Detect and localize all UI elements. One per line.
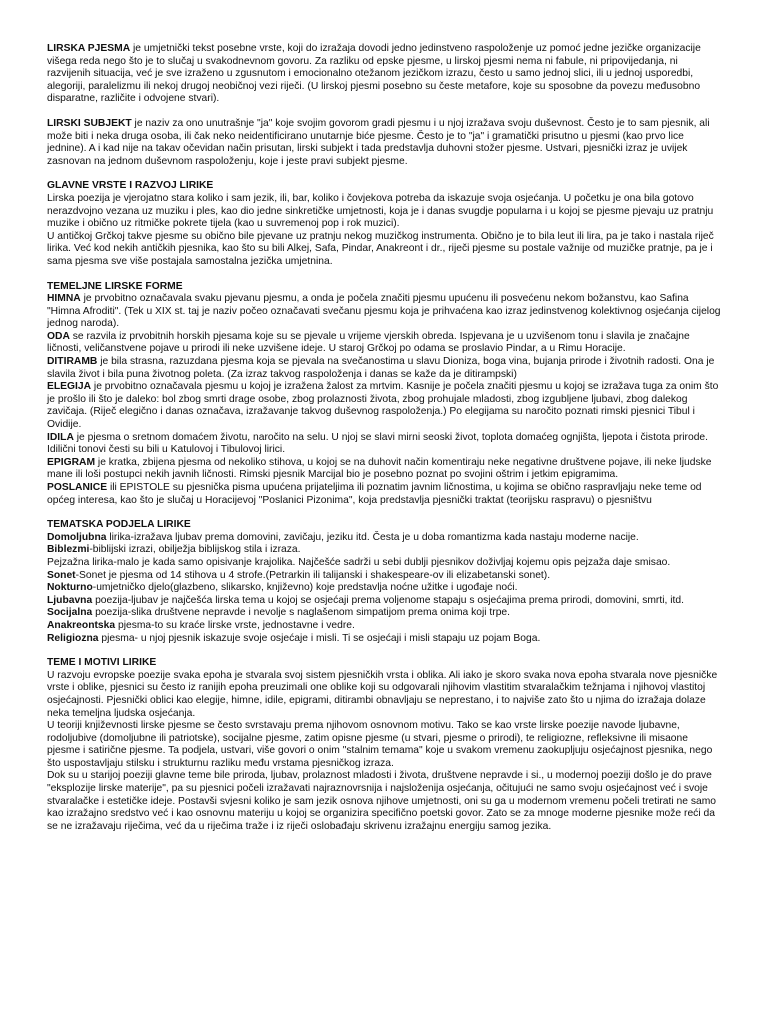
heading-glavne-vrste: GLAVNE VRSTE I RAZVOJ LIRIKE <box>47 180 214 192</box>
text-oda: se razvila iz prvobitnih horskih pjesama koje su se pjevale u vrijeme vjerskih obreda. Ispjevana je u uzvišenom tonu i slavila je značajne ličnosti, veličanstvene pojave u prirodi ili neke uzvišene ideje. U staroj Grčkoj po odama se proslavio Pindar, a u Rimu Horacije. <box>47 330 690 355</box>
section-glavne-vrste <box>47 180 721 268</box>
form-poslanice <box>47 482 721 507</box>
paragraph-themes-2: U teoriji književnosti lirske pjesme se često svrstavaju prema njihovom osnovnom motivu. Tako se kao vrste lirske poezije navode ljubavne, rodoljubive (domoljubne ili patriotske), socijalne pjesme, zatim opisne pjesme (u stvari, pjesme o prirodi), te religiozne, refleksivne ili misaone pjesme i satirične pjesme. Ta podjela, ustvari, više govori o onim "stalnim temama" koje u svakom vremenu zaokupljuju osjećajnost pjesnika, nego što uspostavljaju stilsku i strukturnu razliku među vrstama pjesničkog izraza. <box>47 720 713 769</box>
text-pejzazna: Pejzažna lirika-malo je kada samo opisivanje krajolika. Najčešće sadrži u sebi dublji pjesnikov doživljaj kojemu opis pejzaža daje smisao. <box>47 556 671 568</box>
term-anakreontska: Anakreontska <box>47 619 116 631</box>
term-sonet: Sonet <box>47 569 76 581</box>
text-himna: je prvobitno označavala svaku pjevanu pjesmu, a onda je počela značiti pjesmu upućenu ili posvećenu nekom božanstvu, kao Safina "Himna Afroditi". (Tek u XIX st. taj je naziv počeo označavati svečanu pjesmu koja je prihvaćena kao izraz jedinstvenog kolektivnog osjećanja cijelog jednog naroda). <box>47 293 721 330</box>
theme-anakreontska <box>47 620 721 633</box>
text-biblezmi: -biblijski izrazi, obilježja biblijskog stila i izraza. <box>89 544 301 556</box>
section-temeljne-forme <box>47 281 721 508</box>
theme-sonet <box>47 570 721 583</box>
term-oda: ODA <box>47 330 70 342</box>
form-idila <box>47 432 721 457</box>
term-nokturno: Nokturno <box>47 582 93 594</box>
term-lirska-pjesma: LIRSKA PJESMA <box>47 43 131 54</box>
term-poslanice: POSLANICE <box>47 482 108 493</box>
text-domoljubna: lirika-izražava ljubav prema domovini, zavičaju, jeziku itd. Česta je u doba romantizma kada nastaju moderne nacije. <box>106 531 639 543</box>
term-socijalna: Socijalna <box>47 607 93 619</box>
paragraph-themes-3: Dok su u starijoj poeziji glavne teme bile priroda, ljubav, prolaznost mladosti i života, društvene nepravde i si., u modernoj poeziji došlo je do prave "eksplozije lirske materije", pa su pjesnici počeli izražavati najraznovrsnija i najsloženija osjećanja, očitujući ne samo svoju osjećajnost već i svoje stvaralačke i estetičke ideje. Postavši svjesni koliko je sam jezik osnova njihove umjetnosti, oni su ga u modernom vremenu počeli tretirati ne samo kao izražajno sredstvo već i kao osnovnu materiju u kojoj se organizira specifično poetski govor. Zato se za mnoge moderne pjesnike može reći da se ne izražavaju riječima, već da u riječima traže i iz riječi oslobađaju skrivenu izražajnu energiju samog jezika. <box>47 770 717 832</box>
term-biblezmi: Biblezmi <box>47 544 90 556</box>
text-ditiramb: je bila strasna, razuzdana pjesma koja se pjevala na svečanostima u slavu Dioniza, boga vina, bujanja prirode i životnih radosti. Ona je slavila život i bila puna životnog poleta. (Za izraz takvog raspoloženja i danas se kaže da je ditirampski) <box>47 356 715 380</box>
section-tematska-podjela <box>47 519 721 645</box>
theme-socijalna <box>47 607 721 620</box>
text-lirska-pjesma: je umjetnički tekst posebne vrste, koji do izražaja dovodi jedno jedinstveno raspoloženje uz pomoć jedne jezičke organizacije višega reda nego što je to slučaj u svakodnevnom govoru. Za razliku od epske pjesme, u lirskoj pjesmi nema ni fabule, ni pripovijedanja, ni razvijenih situacija, već je sve izraženo u zgusnutom i emocionalno otežanom jezičkom izrazu, često u samo jednoj slici, ili u jednoj usporedbi, alegoriji, paralelizmu ili nekoj drugoj neobičnoj vezi riječi. (U lirskoj pjesmi posebno su česte metafore, koje su sposobne da povezu međusobno disparatne, različite i odvojene stvari). <box>47 43 701 105</box>
term-domoljubna: Domoljubna <box>47 531 107 543</box>
term-idila: IDILA <box>47 431 74 443</box>
section-teme-motivi <box>47 657 721 833</box>
text-poslanice: ili EPISTOLE su pjesnička pisma upućena prijateljima ili poznatim javnim ličnostima, u kojima se obično raspravljaju neke teme od općeg interesa, kao što je slučaj u Horacijevoj "Poslanici Pizonima", koja predstavlja pjesnički traktat (teorijsku raspravu) o pjesništvu <box>47 482 702 506</box>
term-religiozna: Religiozna <box>47 632 99 644</box>
heading-teme-motivi: TEME I MOTIVI LIRIKE <box>47 657 157 669</box>
text-epigram: je kratka, zbijena pjesma od nekoliko stihova, u kojoj se na duhovit način komentiraju neke negativne društvene pojave, ili neke ljudske mane ili loši postupci nekih javnih ličnosti. Rimski pjesnik Marcijal bio je posebno poznat po svojini oštrim i jetkim epigramima. <box>47 456 712 481</box>
text-idila: je pjesma o sretnom domaćem životu, naročito na selu. U njoj se slavi mirni seoski život, toplota domaćeg ognjišta, ljepota i čistota prirode. Idilični tonovi česti su bili u Katulovoj i Tibulovoj lirici. <box>47 431 709 456</box>
form-ditiramb <box>47 356 721 381</box>
text-nokturno: -umjetničko djelo(glazbeno, slikarsko, književno) koje predstavlja noćne užitke i ugođaje noći. <box>92 582 518 594</box>
term-ljubavna: Ljubavna <box>47 594 93 606</box>
paragraph-history-2: U antičkoj Grčkoj takve pjesme su obično bile pjevane uz pratnju nekog muzičkog instrumenta. Obično je to bila leut ili lira, pa je tako i nastala riječ lirika. Već kod nekih antičkih pjesnika, kao što su bili Alkej, Safa, Pindar, Anakreont i dr., riječi pjesme su postale važnije od muzičke pratnje, pa je i sama pjesma sve više postajala samostalna jezička umjetnina. <box>47 230 714 267</box>
term-elegija: ELEGIJA <box>47 381 92 393</box>
text-religiozna: pjesma- u njoj pjesnik iskazuje svoje osjećaje i misli. Ti se osjećaji i misli stapaju uz pojam Boga. <box>98 632 541 644</box>
text-socijalna: poezija-slika društvene nepravde i nevolje s naglašenom simpatijom prema onima koji trpe. <box>92 607 511 619</box>
term-himna: HIMNA <box>47 293 81 305</box>
term-ditiramb: DITIRAMB <box>47 356 98 368</box>
paragraph-history-1: Lirska poezija je vjerojatno stara koliko i sam jezik, ili, bar, koliko i čovjekova potreba da iskazuje svoja osjećanja. U početku je ona bila gotovo nerazdvojno vezana uz muziku i ples, kao dio jedne sinkretičke umjetnosti, koja je i danas svugdje popularna i u kojoj se pjesme pjevaju uz pratnju muzike i obično uz ritmičke pokrete tijela (kao u suvremenoj pop i rok muzici). <box>47 192 714 230</box>
theme-ljubavna <box>47 595 721 608</box>
theme-biblezmi <box>47 544 721 557</box>
paragraph-lirski-subjekt <box>47 118 721 168</box>
heading-temeljne-forme: TEMELJNE LIRSKE FORME <box>47 280 183 292</box>
text-elegija: je prvobitno označavala pjesmu u kojoj je izražena žalost za mrtvim. Kasnije je počela značiti pjesmu u kojoj se izražava tuga za onim što je prošlo ili što je daleko: bol zbog smrti drage osobe, zbog prolaznosti života, zbog prohujale mladosti, zbog izgubljene ljubavi, zbog dalekog zavičaja. (Riječ elegično i danas označava, izražavanje takvog duševnog raspoloženja.) Po elegijama su naročito poznati rimski pjesnici Tibul i Ovidije. <box>47 381 719 431</box>
term-lirski-subjekt: LIRSKI SUBJEKT <box>47 117 132 129</box>
text-lirski-subjekt: je naziv za ono unutrašnje "ja" koje svojim govorom gradi pjesmu i u njoj izražava svoju duševnost. Često je to sam pjesnik, ali može biti i neka druga osoba, ili čak neko neidentificirano unutarnje biće pjesme. Često je to "ja" i gramatički prisutno u pjesmi (kao prvo lice jednine). A i kad nije na takav očevidan način prisutan, lirski subjekt i tada predstavlja duhovni stožer pjesme. Ustvari, pjesnički izraz je uvijek zasnovan na jednom duševnom raspoloženju, koje i jeste pravi subjekt pjesme. <box>47 117 710 167</box>
form-elegija <box>47 381 721 431</box>
theme-domoljubna <box>47 532 721 545</box>
form-oda <box>47 331 721 356</box>
section-lirski-subjekt <box>47 118 721 168</box>
text-ljubavna: poezija-ljubav je najčešća lirska tema u kojoj se osjećaji prema voljenome stapaju s osjećajima prema prirodi, domovini, smrti, itd. <box>92 594 684 606</box>
paragraph-themes-1: U razvoju evropske poezije svaka epoha je stvarala svoj sistem pjesničkih vrsta i oblika. Ali iako je skoro svaka nova epoha stvarala nove pjesničke vrste i oblike, pjesnici su često iz ranijih epoha preuzimali one oblike koji su odgovarali njihovim vlastitim stvaralačkim težnjama i njihovoj vlastitoj osjećajnosti. Pjesnički oblici kao elegije, himne, idile, epigrami, ditirambi obnavljaju se neprestano, i to najviše zato što u njima do izražaja dolaze neka temeljna ljudska osjećanja. <box>47 669 718 719</box>
form-himna <box>47 293 721 331</box>
text-anakreontska: pjesma-to su kraće lirske vrste, jednostavne i vedre. <box>115 619 355 631</box>
document-content <box>47 43 721 845</box>
heading-tematska-podjela: TEMATSKA PODJELA LIRIKE <box>47 519 191 531</box>
theme-pejzazna <box>47 557 721 570</box>
term-epigram: EPIGRAM <box>47 456 96 468</box>
theme-nokturno <box>47 582 721 595</box>
paragraph-lirska-pjesma <box>47 43 721 106</box>
form-epigram <box>47 457 721 482</box>
section-lirska-pjesma <box>47 43 721 106</box>
text-sonet: -Sonet je pjesma od 14 stihova u 4 strofe.(Petrarkin ili talijanski i shakespeare-ov ili elizabetanski sonet). <box>75 569 551 581</box>
theme-religiozna <box>47 633 721 646</box>
